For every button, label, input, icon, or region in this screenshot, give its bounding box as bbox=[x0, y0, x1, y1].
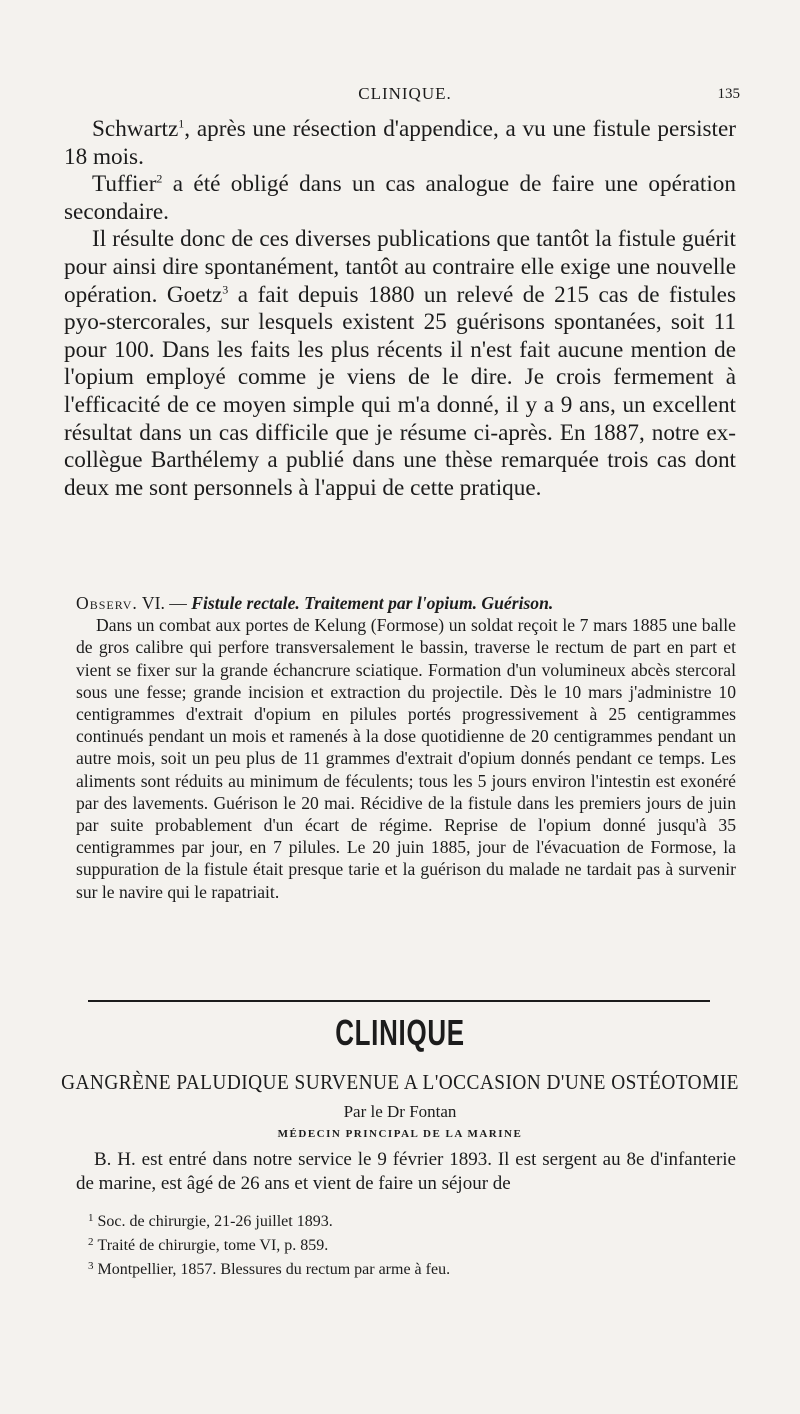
page-header bbox=[70, 84, 740, 108]
article-title: GANGRÈNE PALUDIQUE SURVENUE A L'OCCASION D'UNE OSTÉOTOMIE bbox=[61, 1070, 739, 1094]
running-head: CLINIQUE. bbox=[358, 84, 452, 103]
paragraph: Il résulte donc de ces diverses publications que tantôt la fistule guérit pour ainsi dire spontanément, tantôt au contraire elle exige une nouvelle opération. Goetz$^3$ a fait depuis 1880 un relevé de 215 cas de fistules pyo-stercorales, sur lesquels existent 25 guérisons spontanées, soit 11 pour 100. Dans les faits les plus récents il n'est fait aucune mention de l'opium employé comme je viens de le dire. Je crois fermement à l'efficacité de ce moyen simple qui m'a donné, il y a 9 ans, un excellent résultat dans un cas difficile que je résume ci-après. En 1887, notre ex-collègue Barthélemy a publié dans une thèse remarquée trois cas dont deux me sont personnels à l'appui de cette pratique. bbox=[64, 226, 736, 501]
section-divider bbox=[88, 1000, 710, 1002]
footnote bbox=[88, 1256, 708, 1280]
footnote-mark: 2 bbox=[88, 1236, 94, 1248]
observation-block bbox=[76, 592, 736, 903]
section-title: CLINIQUE bbox=[335, 1012, 465, 1053]
footnote-text: Montpellier, 1857. Blessures du rectum par arme à feu. bbox=[97, 1261, 451, 1278]
footnote bbox=[88, 1208, 708, 1232]
observation-number: VI. — bbox=[141, 593, 187, 613]
article-body bbox=[76, 1148, 736, 1196]
footnotes bbox=[88, 1208, 708, 1280]
observation-heading bbox=[76, 592, 736, 614]
observation-text: Dans un combat aux portes de Kelung (Formose) un soldat reçoit le 7 mars 1885 une balle de gros calibre qui perfore transversalement le bassin, traverse le rectum de part en part et vient se fixer sur la grande échancrure sciatique. Formation d'un volumineux abcès stercoral sous une fesse; grande incision et extraction du projectile. Dès le 10 mars j'administre 10 centigrammes d'extrait d'opium en pilules portés progressivement à 25 centigrammes continués pendant un mois et ramenés à la dose quotidienne de 20 centigrammes pendant un autre mois, soit un peu plus de 11 grammes d'extrait d'opium donnés pendant ce temps. Les aliments sont réduits au minimum de féculents; tous les 5 jours environ l'intestin est exonéré par des lavements. Guérison le 20 mai. Récidive de la fistule dans les premiers jours de juin par suite probablement d'un écart de régime. Reprise de l'opium donné jusqu'à 35 centigrammes par jour, en 7 pilules. Le 20 juin 1885, jour de l'évacuation de Formose, la suppuration de la fistule était presque tarie et la guérison du malade ne tardait pas à survenir sur le navire qui le rapatriait. bbox=[76, 615, 736, 902]
footnote-ref: 1 bbox=[178, 116, 185, 131]
footnote-text: Traité de chirurgie, tome VI, p. 859. bbox=[97, 1237, 329, 1254]
main-text bbox=[64, 116, 736, 502]
paragraph: Tuffier$^2$ a été obligé dans un cas analogue de faire une opération secondaire. bbox=[64, 171, 736, 225]
footnote bbox=[88, 1232, 708, 1256]
author-role: MÉDECIN PRINCIPAL DE LA MARINE bbox=[277, 1128, 523, 1140]
footnote-mark: 1 bbox=[88, 1212, 94, 1224]
footnote-ref: 2 bbox=[156, 171, 163, 186]
observation-title: Fistule rectale. Traitement par l'opium. Guérison. bbox=[191, 593, 554, 613]
author-line: Par le Dr Fontan bbox=[343, 1102, 457, 1121]
footnote-mark: 3 bbox=[88, 1260, 94, 1272]
article-paragraph: B. H. est entré dans notre service le 9 février 1893. Il est sergent au 8e d'infanterie de marine, est âgé de 26 ans et vient de faire un séjour de bbox=[76, 1149, 736, 1194]
paragraph: Schwartz$^1$, après une résection d'appendice, a vu une fistule persister 18 mois. bbox=[64, 116, 736, 170]
observation-label: Observ. bbox=[76, 593, 138, 613]
footnote-ref: 3 bbox=[222, 281, 229, 296]
footnote-text: Soc. de chirurgie, 21-26 juillet 1893. bbox=[97, 1213, 333, 1230]
page-number: 135 bbox=[717, 86, 740, 102]
